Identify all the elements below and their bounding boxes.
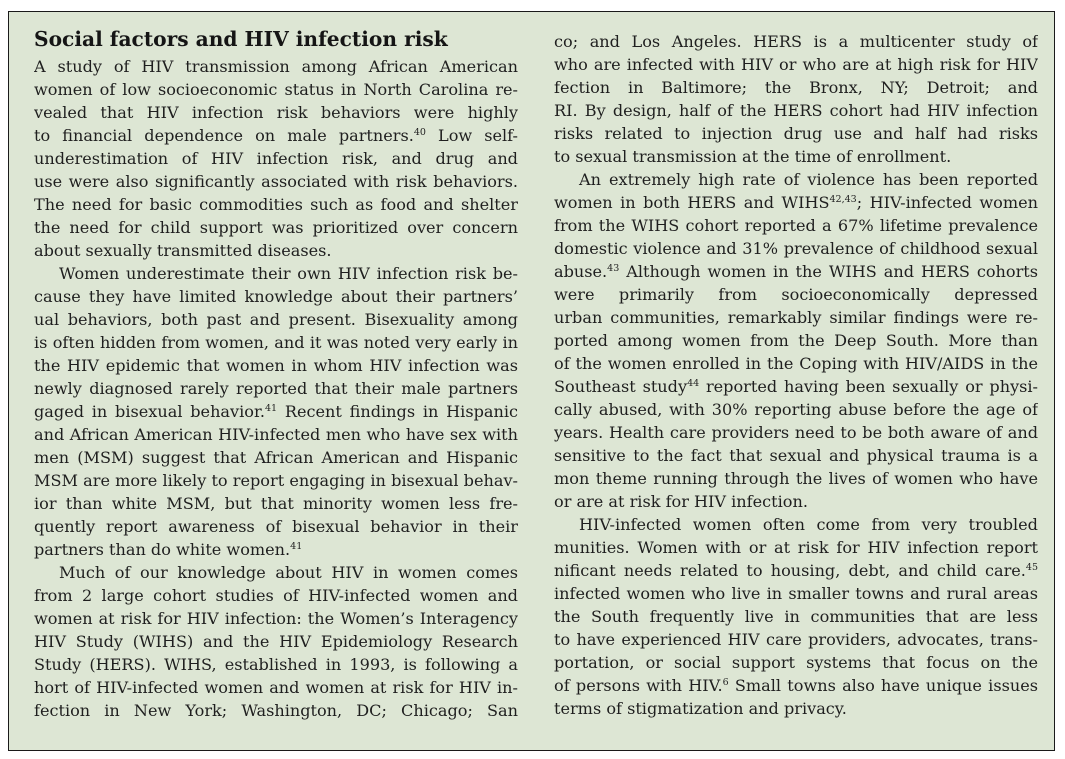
text-line [554, 628, 1038, 651]
text-line [34, 377, 518, 400]
line-text: underestimation of HIV infection risk, and drug and [34, 149, 518, 168]
citation-superscript: 41 [290, 541, 303, 552]
text-line [554, 375, 1038, 398]
line-text: fection in New York; Washington, DC; Chicago; San [34, 701, 518, 720]
text-line [34, 101, 518, 124]
text-line [34, 538, 518, 561]
citation-superscript: 6 [722, 677, 729, 688]
line-text-continued: ; HIV-infected women [856, 193, 1038, 212]
line-text: hort of HIV-infected women and women at risk for HIV in- [34, 678, 518, 697]
text-line [34, 308, 518, 331]
text-line [554, 444, 1038, 467]
text-line [34, 469, 518, 492]
line-text: use were also significantly associated with risk behaviors. [34, 172, 518, 191]
line-text: portation, or social support systems that focus on the [554, 653, 1038, 672]
line-text: Much of our knowledge about HIV in women comes [59, 563, 518, 582]
line-text: terms of stigmatization and privacy. [554, 699, 847, 718]
text-line [554, 536, 1038, 559]
text-line [554, 145, 1038, 168]
text-line [554, 99, 1038, 122]
line-text: of persons with HIV. [554, 676, 723, 695]
line-text: and African American HIV-infected men who have sex with [34, 425, 518, 444]
line-text: who are infected with HIV or who are at high risk for HIV [554, 55, 1038, 74]
line-text-continued: Small towns also have unique issues [734, 676, 1038, 695]
line-text: the South frequently live in communities that are less [554, 607, 1038, 626]
line-text: urban communities, remarkably similar findings were re- [554, 308, 1038, 327]
line-text: risks related to injection drug use and half had risks [554, 124, 1038, 143]
text-line [554, 697, 1038, 720]
line-text: Women underestimate their own HIV infection risk be- [59, 264, 518, 283]
text-line [34, 492, 518, 515]
text-line [554, 122, 1038, 145]
line-text: domestic violence and 31% prevalence of childhood sexual [554, 239, 1038, 258]
line-text: or are at risk for HIV infection. [554, 492, 808, 511]
citation-superscript: 43 [607, 263, 620, 274]
line-text: the need for child support was prioritized over concern [34, 218, 518, 237]
citation-superscript: 45 [1025, 562, 1038, 573]
line-text: RI. By design, half of the HERS cohort had HIV infection [554, 101, 1038, 120]
line-text: A study of HIV transmission among African American [34, 57, 518, 76]
text-line [34, 193, 518, 216]
text-line [34, 400, 518, 423]
line-text: mon theme running through the lives of women who have [554, 469, 1038, 488]
line-text: sensitive to the fact that sexual and physical trauma is a [554, 446, 1038, 465]
text-line [34, 607, 518, 630]
line-text: Southeast study [554, 377, 688, 396]
text-line [34, 78, 518, 101]
citation-superscript: 40 [413, 127, 426, 138]
line-text: women of low socioeconomic status in North Carolina re- [34, 80, 518, 99]
line-text: An extremely high rate of violence has been reported [579, 170, 1038, 189]
line-text: munities. Women with or at risk for HIV infection report [554, 538, 1038, 557]
line-text: of the women enrolled in the Coping with HIV/AIDS in the [554, 354, 1038, 373]
line-text: from the WIHS cohort reported a 67% lifetime prevalence [554, 216, 1038, 235]
text-line [554, 306, 1038, 329]
line-text: to have experienced HIV care providers, advocates, trans- [554, 630, 1038, 649]
line-text: women in both HERS and WIHS [554, 193, 830, 212]
text-line [554, 168, 1038, 191]
line-text: HIV Study (WIHS) and the HIV Epidemiology Research [34, 632, 518, 651]
text-line [554, 490, 1038, 513]
text-line [554, 398, 1038, 421]
text-line [34, 561, 518, 584]
text-line [34, 262, 518, 285]
line-text: ior than white MSM, but that minority women less fre- [34, 494, 518, 513]
text-line [554, 30, 1038, 53]
line-text: co; and Los Angeles. HERS is a multicenter study of [554, 32, 1038, 51]
line-text: from 2 large cohort studies of HIV-infected women and [34, 586, 518, 605]
citation-superscript: 42,43 [829, 194, 857, 205]
text-line [554, 559, 1038, 582]
text-line [34, 55, 518, 78]
line-text: infected women who live in smaller towns and rural areas [554, 584, 1038, 603]
text-line [554, 421, 1038, 444]
line-text: abuse. [554, 262, 608, 281]
line-text: is often hidden from women, and it was noted very early in [34, 333, 518, 352]
text-line [34, 147, 518, 170]
line-text: Study (HERS). WIHS, established in 1993, is following a [34, 655, 518, 674]
text-line [34, 216, 518, 239]
text-line [34, 170, 518, 193]
text-line [554, 237, 1038, 260]
line-text: quently report awareness of bisexual behavior in their [34, 517, 518, 536]
box-title: Social factors and HIV infection risk [34, 27, 448, 51]
text-line [34, 239, 518, 262]
text-line [34, 331, 518, 354]
text-line [34, 653, 518, 676]
text-line [34, 423, 518, 446]
line-text: ual behaviors, both past and present. Bisexuality among [34, 310, 518, 329]
line-text-continued: Low self- [438, 126, 518, 145]
line-text-continued: Although women in the WIHS and HERS cohorts [619, 262, 1038, 281]
text-line [554, 582, 1038, 605]
line-text: gaged in bisexual behavior. [34, 402, 265, 421]
citation-superscript: 44 [687, 378, 700, 389]
text-line [34, 285, 518, 308]
text-line [554, 283, 1038, 306]
text-line [554, 329, 1038, 352]
text-line [554, 674, 1038, 697]
line-text: were primarily from socioeconomically depressed [554, 285, 1038, 304]
line-text: about sexually transmitted diseases. [34, 241, 332, 260]
text-line [554, 605, 1038, 628]
line-text: men (MSM) suggest that African American and Hispanic [34, 448, 518, 467]
text-line [34, 124, 518, 147]
text-line [554, 214, 1038, 237]
citation-superscript: 41 [265, 403, 278, 414]
line-text: partners than do white women. [34, 540, 291, 559]
line-text: cause they have limited knowledge about their partners’ [34, 287, 518, 306]
text-line [34, 699, 518, 722]
text-line [554, 191, 1038, 214]
text-line [554, 76, 1038, 99]
line-text: to sexual transmission at the time of enrollment. [554, 147, 952, 166]
line-text: The need for basic commodities such as food and shelter [34, 195, 518, 214]
text-line [554, 53, 1038, 76]
line-text: cally abused, with 30% reporting abuse before the age of [554, 400, 1038, 419]
text-line [554, 352, 1038, 375]
line-text: years. Health care providers need to be both aware of and [554, 423, 1038, 442]
sidebar-box [8, 11, 1055, 751]
text-line [34, 630, 518, 653]
line-text: to financial dependence on male partners. [34, 126, 414, 145]
text-line [34, 515, 518, 538]
text-line [34, 354, 518, 377]
text-line [554, 467, 1038, 490]
text-line [554, 260, 1038, 283]
text-line [554, 513, 1038, 536]
line-text: ported among women from the Deep South. More than [554, 331, 1038, 350]
text-line [34, 676, 518, 699]
line-text: nificant needs related to housing, debt, and child care. [554, 561, 1026, 580]
text-line [554, 651, 1038, 674]
line-text: women at risk for HIV infection: the Women’s Interagency [34, 609, 518, 628]
line-text-continued: reported having been sexually or physi- [699, 377, 1038, 396]
line-text: the HIV epidemic that women in whom HIV infection was [34, 356, 518, 375]
line-text: vealed that HIV infection risk behaviors were highly [34, 103, 518, 122]
text-line [34, 584, 518, 607]
line-text: fection in Baltimore; the Bronx, NY; Detroit; and [554, 78, 1038, 97]
line-text: newly diagnosed rarely reported that their male partners [34, 379, 518, 398]
line-text: MSM are more likely to report engaging in bisexual behav- [34, 471, 518, 490]
text-line [34, 446, 518, 469]
line-text: HIV-infected women often come from very troubled [579, 515, 1038, 534]
line-text-continued: Recent findings in Hispanic [277, 402, 518, 421]
